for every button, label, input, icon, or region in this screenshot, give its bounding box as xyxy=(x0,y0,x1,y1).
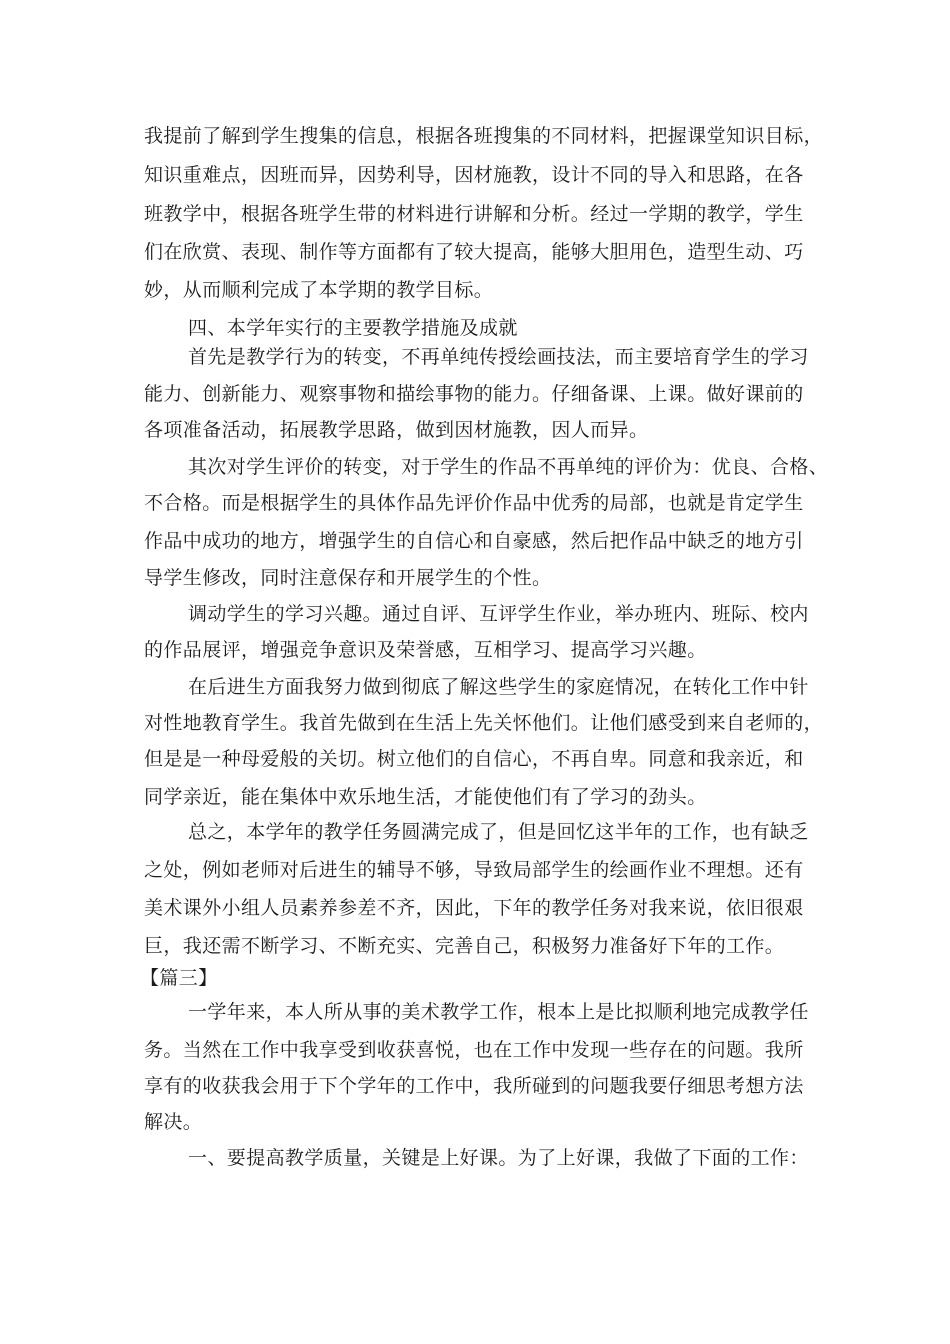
text-line: 解决。 xyxy=(144,1111,203,1133)
text-line: 能力、创新能力、观察事物和描绘事物的能力。仔细备课、上课。做好课前的 xyxy=(144,383,804,405)
text-line: 不合格。而是根据学生的具体作品先评价作品中优秀的局部，也就是肯定学生 xyxy=(144,492,804,514)
text-line: 各项准备活动，拓展教学思路，做到因材施教，因人而异。 xyxy=(144,419,649,441)
text-line: 导学生修改，同时注意保存和开展学生的个性。 xyxy=(144,567,552,589)
text-line: 妙，从而顺利完成了本学期的教学目标。 xyxy=(144,279,494,301)
text-line: 班教学中，根据各班学生带的材料进行讲解和分析。经过一学期的教学，学生 xyxy=(144,203,804,225)
section-4-title: 四、本学年实行的主要教学措施及成就 xyxy=(188,317,518,339)
text-line: 我提前了解到学生搜集的信息，根据各班搜集的不同材料，把握课堂知识目标， xyxy=(144,125,824,147)
text-line: 总之，本学年的教学任务圆满完成了，但是回忆这半年的工作，也有缺乏 xyxy=(188,821,809,843)
part-3-heading: 【篇三】 xyxy=(140,967,218,989)
text-line: 作品中成功的地方，增强学生的自信心和自豪感，然后把作品中缺乏的地方引 xyxy=(144,530,804,552)
text-line: 享有的收获我会用于下个学年的工作中，我所碰到的问题我要仔细思考想方法 xyxy=(144,1075,804,1097)
text-line: 务。当然在工作中我享受到收获喜悦，也在工作中发现一些存在的问题。我所 xyxy=(144,1039,804,1061)
text-line: 美术课外小组人员素养参差不齐，因此，下年的教学任务对我来说，依旧很艰 xyxy=(144,897,804,919)
text-line: 同学亲近，能在集体中欢乐地生活，才能使他们有了学习的劲头。 xyxy=(144,786,707,808)
text-line: 之处，例如老师对后进生的辅导不够，导致局部学生的绘画作业不理想。还有 xyxy=(144,859,804,881)
text-line: 们在欣赏、表现、制作等方面都有了较大提高，能够大胆用色，造型生动、巧 xyxy=(144,241,804,263)
text-line: 但是是一种母爱般的关切。树立他们的自信心，不再自卑。同意和我亲近，和 xyxy=(144,748,804,770)
text-line: 一、要提高教学质量，关键是上好课。为了上好课，我做了下面的工作： xyxy=(188,1147,809,1169)
text-line: 调动学生的学习兴趣。通过自评、互评学生作业，举办班内、班际、校内 xyxy=(188,603,809,625)
text-line: 知识重难点，因班而异，因势利导，因材施教，设计不同的导入和思路，在各 xyxy=(144,164,804,186)
text-line: 巨，我还需不断学习、不断充实、完善自己，积极努力准备好下年的工作。 xyxy=(144,935,785,957)
text-line: 首先是教学行为的转变，不再单纯传授绘画技法，而主要培育学生的学习 xyxy=(188,346,809,368)
text-line: 一学年来，本人所从事的美术教学工作，根本上是比拟顺利地完成教学任 xyxy=(188,1001,809,1023)
text-line: 对性地教育学生。我首先做到在生活上先关怀他们。让他们感受到来自老师的， xyxy=(144,712,824,734)
text-line: 在后进生方面我努力做到彻底了解这些学生的家庭情况，在转化工作中针 xyxy=(188,676,809,698)
text-line: 其次对学生评价的转变，对于学生的作品不再单纯的评价为：优良、合格、 xyxy=(188,456,829,478)
text-line: 的作品展评，增强竞争意识及荣誉感，互相学习、提高学习兴趣。 xyxy=(144,639,707,661)
